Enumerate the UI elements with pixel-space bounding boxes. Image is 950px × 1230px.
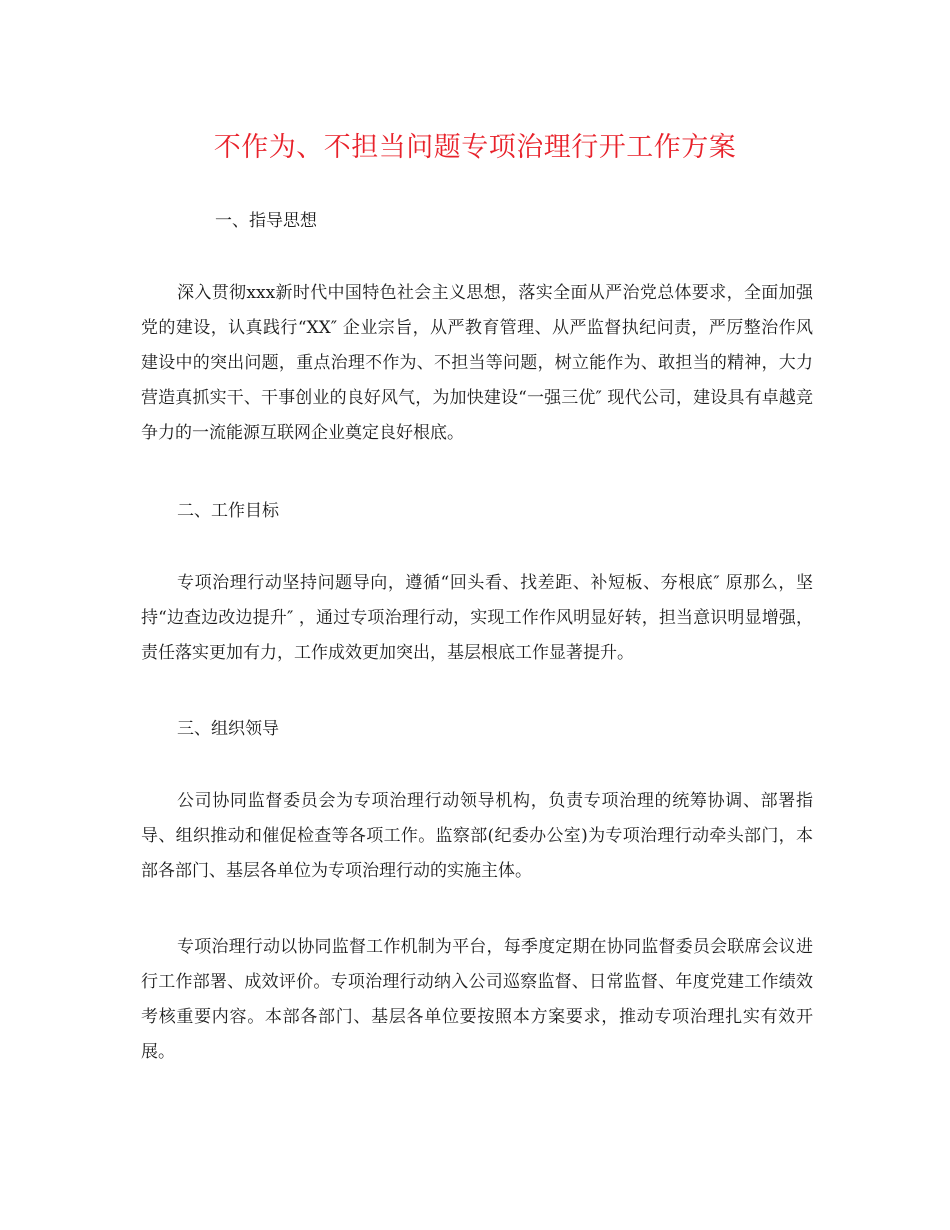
document-title: 不作为、不担当问题专项治理行开工作方案 — [213, 132, 737, 163]
section-heading-guiding-thought: 一、指导思想 — [215, 211, 317, 231]
paragraph-organization-2: 专项治理行动以协同监督工作机制为平台，每季度定期在协同监督委员会联席会议进行工作部署、成效评价。专项治理行动纳入公司巡察监督、日常监督、年度党建工作绩效考核重要内容。本部各部门、基层各单位要按照本方案要求，推动专项治理扎实有效开展。 — [141, 937, 813, 1062]
section-heading-organization: 三、组织领导 — [177, 719, 279, 739]
paragraph-work-goal: 专项治理行动坚持问题导向，遵循“回头看、找差距、补短板、夯根底″ 原那么，坚持“边查边改边提升″ ，通过专项治理行动，实现工作作风明显好转，担当意识明显增强，责任落实更加有力，工作成效更加突出，基层根底工作显著提升。 — [141, 573, 813, 663]
paragraph-guiding-thought: 深入贯彻xxx新时代中国特色社会主义思想，落实全面从严治党总体要求，全面加强党的建设，认真践行“XX″ 企业宗旨，从严教育管理、从严监督执纪问责，严厉整治作风建设中的突出问题，重点治理不作为、不担当等问题，树立能作为、敢担当的精神，大力营造真抓实干、干事创业的良好风气，为加快建设“一强三优″ 现代公司，建设具有卓越竞争力的一流能源互联网企业奠定良好根底。 — [141, 283, 813, 443]
paragraph-organization-1: 公司协同监督委员会为专项治理行动领导机构，负责专项治理的统筹协调、部署指导、组织推动和催促检查等各项工作。监察部(纪委办公室)为专项治理行动牵头部门，本部各部门、基层各单位为专项治理行动的实施主体。 — [141, 791, 813, 881]
section-heading-work-goal: 二、工作目标 — [177, 501, 279, 521]
